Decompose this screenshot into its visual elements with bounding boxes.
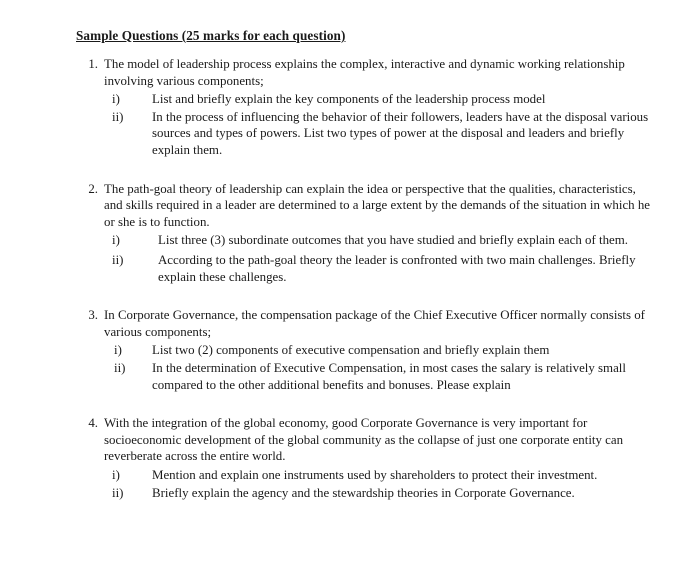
sub-question-label: ii): [112, 486, 124, 501]
sub-question-label: ii): [114, 360, 126, 375]
sub-question-item: [104, 91, 654, 108]
sub-question-text: List and briefly explain the key components of the leadership process model: [152, 92, 546, 107]
question-number: 4.: [88, 416, 98, 431]
question-text: The model of leadership process explains the complex, interactive and dynamic working relationship involving various components;: [104, 57, 625, 88]
sub-question-list: [104, 467, 654, 502]
sub-question-text: List three (3) subordinate outcomes that you have studied and briefly explain each of them.: [158, 233, 629, 248]
question-item: [76, 181, 654, 286]
sub-question-item: [104, 252, 654, 285]
page-title: Sample Questions (25 marks for each question): [76, 28, 346, 43]
sub-question-text: Briefly explain the agency and the stewardship theories in Corporate Governance.: [152, 486, 575, 501]
sub-question-list: [104, 342, 654, 393]
sub-question-list: [104, 91, 654, 158]
question-number: 3.: [88, 308, 98, 323]
question-item: [76, 415, 654, 502]
sub-question-label: i): [112, 92, 120, 107]
question-item: [76, 307, 654, 393]
sub-question-text: According to the path-goal theory the leader is confronted with two main challenges. Briefly explain these challenges.: [158, 252, 636, 284]
question-number: 2.: [88, 181, 98, 196]
sub-question-item: [104, 360, 654, 393]
question-text: With the integration of the global economy, good Corporate Governance is very important for socioeconomic development of the global community as the collapse of just one corporate entity can reverberate across the entire world.: [104, 416, 624, 464]
question-number: 1.: [88, 57, 98, 71]
sub-question-text: List two (2) components of executive compensation and briefly explain them: [152, 343, 550, 358]
question-text: In Corporate Governance, the compensation package of the Chief Executive Officer normally consists of various components;: [104, 308, 645, 339]
question-item: [76, 56, 654, 159]
sub-question-text: In the process of influencing the behavior of their followers, leaders have at the disposal various sources and types of powers. List two types of power at the disposal and leaders and briefly explain them.: [152, 109, 649, 157]
sub-question-label: i): [112, 467, 120, 482]
sub-question-item: [104, 232, 654, 249]
sub-question-item: [104, 467, 654, 484]
sub-question-label: ii): [112, 109, 124, 124]
question-text: The path-goal theory of leadership can explain the idea or perspective that the qualities, characteristics, and skills required in a leader are determined to a large extent by the demands of the situation in which he or she is to function.: [104, 181, 651, 229]
sub-question-label: ii): [112, 252, 124, 267]
sub-question-item: [104, 342, 654, 359]
sub-question-item: [104, 485, 654, 502]
question-list: [76, 56, 654, 502]
sub-question-list: [104, 232, 654, 285]
sub-question-label: i): [114, 343, 122, 358]
sub-question-label: i): [112, 233, 120, 248]
sub-question-item: [104, 109, 654, 159]
sub-question-text: Mention and explain one instruments used by shareholders to protect their investment.: [152, 467, 598, 482]
sub-question-text: In the determination of Executive Compensation, in most cases the salary is relatively small compared to the other additional benefits and bonuses. Please explain: [152, 360, 626, 392]
